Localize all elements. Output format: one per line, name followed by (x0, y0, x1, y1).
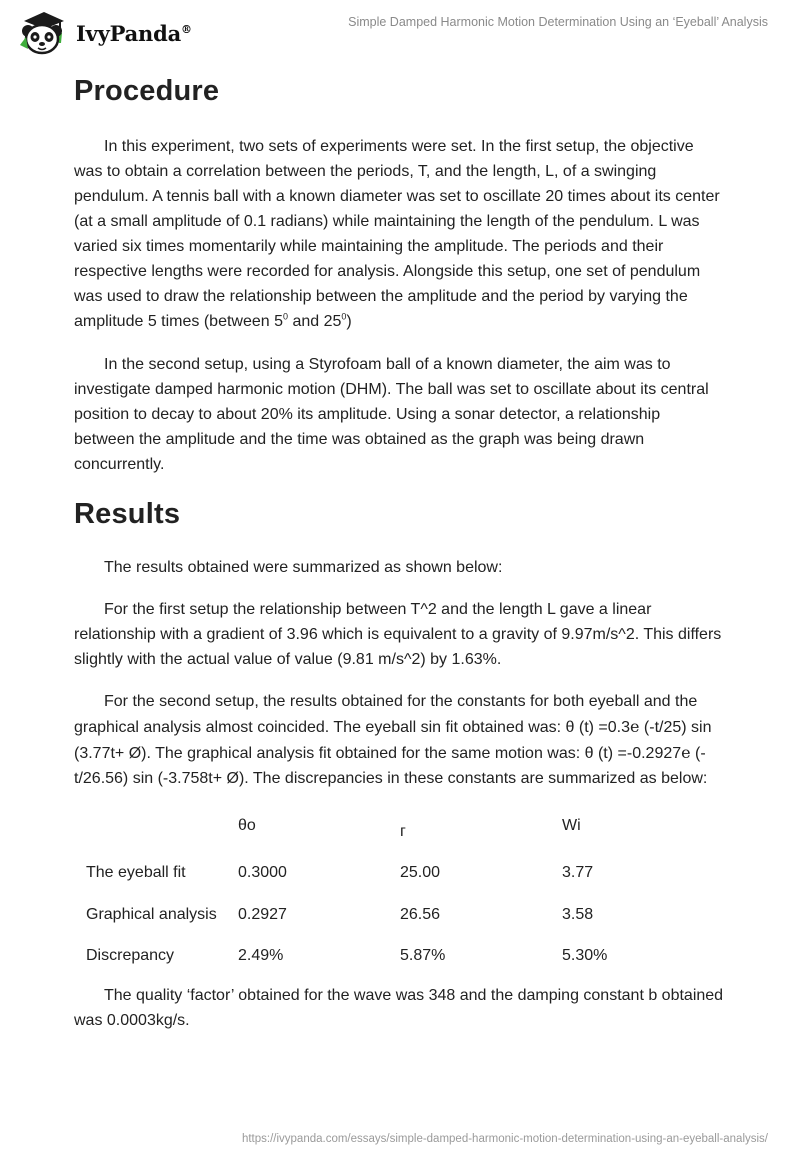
table-row-label: Graphical analysis (86, 905, 217, 923)
document-title: Simple Damped Harmonic Motion Determination Using an ‘Eyeball’ Analysis (348, 15, 768, 29)
table-row-label: The eyeball fit (86, 864, 186, 882)
results-paragraph-4: The quality ‘factor’ obtained for the wave was 348 and the damping constant b obtained was 0.0003kg/s. (74, 987, 724, 1029)
brand-name: IvyPanda (76, 20, 182, 46)
table-header-cell: Wi (562, 816, 581, 834)
table-header-cell: ᴦ (400, 822, 406, 840)
procedure-p1-text: In this experiment, two sets of experiments were set. In the first setup, the objective was to obtain a correlation between the periods, T, and the length, L, of a swinging pendulum. A tennis ball with a known diameter was set to oscillate 20 times about its center (at a small amplitude of 0.1 radians) while maintaining the length of the pendulum. L was varied six times momentarily while maintaining the amplitude. The periods and their respective lengths were recorded for analysis. Alongside this setup, one set of pendulum was used to draw the relationship between the amplitude and the period by varying the amplitude 5 times (between 5 (74, 138, 720, 330)
table-header-row (76, 799, 607, 853)
exponential-e-1: e (630, 717, 640, 736)
procedure-p1-end: ) (346, 313, 352, 330)
essay-content (74, 70, 724, 1033)
panda-graduate-icon (16, 9, 72, 57)
table-cell: 5.87% (400, 947, 446, 965)
procedure-p1-mid: and 25 (288, 313, 342, 330)
results-paragraph-3 (74, 689, 724, 791)
procedure-paragraph-2: In the second setup, using a Styrofoam ball of a known diameter, the aim was to investigate damped harmonic motion (DHM). The ball was set to oscillate about its central position to decay to about 20% its amplitude. Using a sonar detector, a relationship between the amplitude and the time was obtained as the graph was being drawn concurrently. (74, 356, 709, 473)
table-cell: 0.3000 (238, 864, 287, 882)
table-header-cell (76, 799, 238, 853)
discrepancy-table (76, 799, 607, 977)
ivypanda-logo[interactable] (16, 9, 206, 57)
procedure-heading: Procedure (74, 75, 220, 107)
results-paragraph-1: The results obtained were summarized as shown below: (104, 559, 503, 576)
results-p3-c: (-t/26.56) sin (-3.758t+ Ø). The discrepancies in these constants are summarized as below: (74, 745, 708, 787)
table-cell: 3.77 (562, 864, 594, 882)
results-heading: Results (74, 498, 181, 530)
results-p3-a: For the second setup, the results obtained for the constants for both eyeball and the graphical analysis almost coincided. The eyeball sin fit obtained was: θ (t) =0.3 (74, 693, 698, 736)
procedure-paragraph-1 (74, 134, 724, 334)
results-p3-b: (-t/25) sin (3.77t+ Ø). The graphical analysis fit obtained for the same motion was: θ (t) =-0.2927 (74, 719, 712, 762)
table-cell: 26.56 (400, 905, 441, 923)
table-cell: 5.30% (562, 947, 608, 965)
table-header-cell: θo (238, 816, 256, 834)
table-cell: 3.58 (562, 905, 594, 923)
table-row (76, 936, 607, 978)
table-cell: 2.49% (238, 947, 284, 965)
exponential-e-2: e (681, 743, 691, 762)
table-row (76, 853, 607, 895)
degree-superscript-1: 0 (283, 311, 289, 322)
table-cell: 0.2927 (238, 905, 287, 923)
results-paragraph-2: For the first setup the relationship between T^2 and the length L gave a linear relationship with a gradient of 3.96 which is equivalent to a gravity of 9.97m/s^2. This differs slightly with the actual value of value (9.81 m/s^2) by 1.63%. (74, 601, 722, 668)
source-url-link[interactable]: https://ivypanda.com/essays/simple-damped-harmonic-motion-determination-using-an-eyeball-analysis/ (241, 1133, 768, 1145)
table-row-label: Discrepancy (86, 947, 175, 965)
table-cell: 25.00 (400, 864, 441, 882)
degree-superscript-2: 0 (341, 311, 347, 322)
registered-mark: ® (181, 22, 192, 36)
table-row (76, 894, 607, 936)
